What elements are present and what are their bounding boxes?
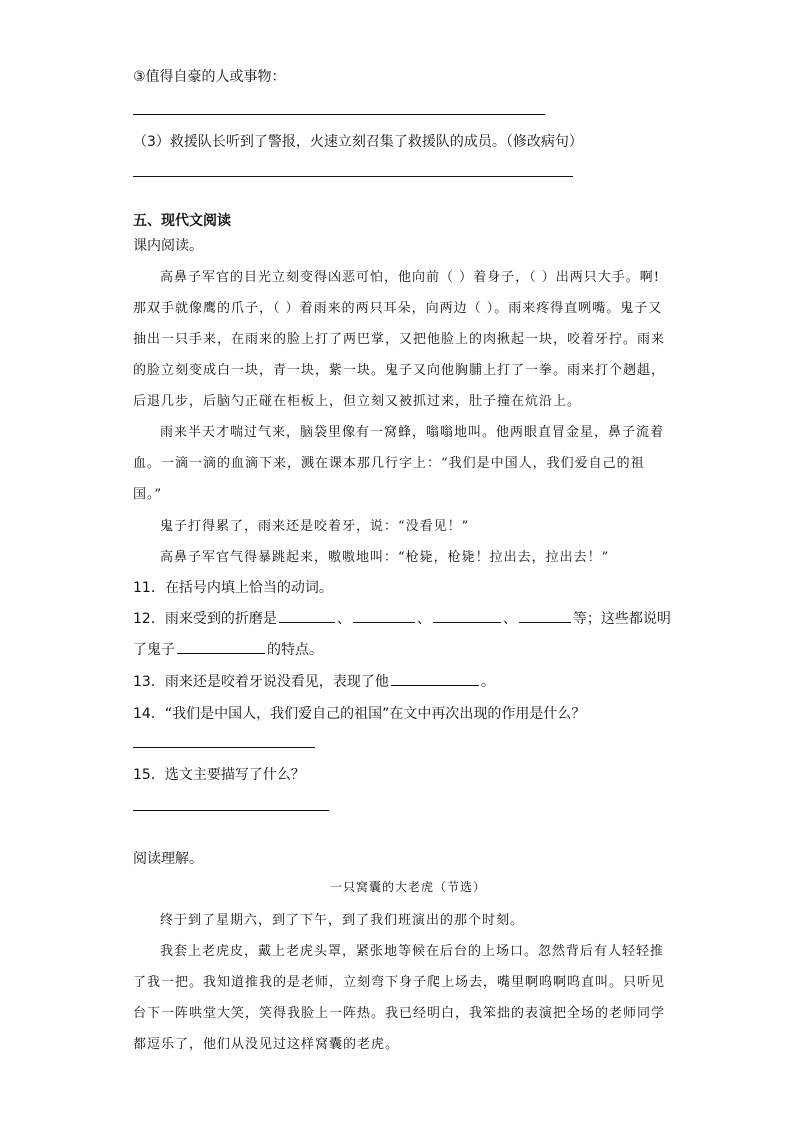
- answer-line-q3[interactable]: [133, 176, 573, 177]
- passage-line: 高鼻子军官的目光立刻变得凶恶可怕，他向前（ ）着身子，（ ）出两只大手。啊!: [160, 270, 660, 285]
- passage-line: 高鼻子军官气得暴跳起来，嗷嗷地叫：“枪毙，枪毙！拉出去，拉出去！”: [160, 550, 610, 565]
- answer-blank[interactable]: [279, 610, 335, 623]
- answer-line-item3[interactable]: [133, 114, 545, 115]
- q3-text: （3）救援队长听到了警报，火速立刻召集了救援队的成员。（修改病句）: [133, 134, 583, 150]
- passage-line: 那双手就像鹰的爪子，（ ）着雨来的两只耳朵，向两边（ ）。雨来疼得直咧嘴。鬼子又: [133, 301, 663, 316]
- reading-line: 终于到了星期六，到了下午，到了我们班演出的那个时刻。: [160, 913, 525, 928]
- passage-line: 的脸立刻变成白一块，青一块，紫一块。鬼子又向他胸脯上打了一拳。雨来打个趔趄，: [133, 363, 666, 378]
- question-11: 11．在括号内填上恰当的动词。: [133, 580, 333, 596]
- passage-line: 鬼子打得累了，雨来还是咬着牙，说：“没看见！”: [160, 519, 470, 534]
- reading-line: 我套上老虎皮，戴上老虎头罩，紧张地等候在后台的上场口。忽然背后有人轻轻推: [160, 944, 665, 959]
- question-12-cont: [133, 639, 323, 659]
- question-13: [133, 671, 495, 691]
- answer-blank[interactable]: [391, 673, 479, 686]
- answer-blank[interactable]: [177, 641, 265, 654]
- answer-blank[interactable]: [353, 610, 415, 623]
- passage-line: 抽出一只手来，在雨来的脸上打了两巴掌，又把他脸上的肉揪起一块，咬着牙拧。雨来: [133, 332, 666, 347]
- question-14: 14．“我们是中国人，我们爱自己的祖国”在文中再次出现的作用是什么？: [133, 706, 586, 722]
- reading-title: 一只窝囊的大老虎（节选）: [330, 880, 487, 894]
- separator: 、: [416, 611, 431, 627]
- reading-line: 都逗乐了，他们从没见过这样窝囊的老虎。: [133, 1037, 400, 1052]
- q13-text: 。: [480, 674, 495, 690]
- passage-line: 后退几步，后脑勺正碰在柜板上，但立刻又被抓过来，肚子撞在炕沿上。: [133, 394, 582, 409]
- separator: 、: [502, 611, 517, 627]
- separator: 、: [336, 611, 351, 627]
- item3-label: ③值得自豪的人或事物：: [133, 69, 286, 85]
- passage-line: 国。”: [133, 487, 163, 502]
- q12-text: 12．雨来受到的折磨是: [133, 611, 277, 627]
- reading-label: 阅读理解。: [133, 851, 203, 867]
- passage-line: 雨来半天才喘过气来，脑袋里像有一窝蜂，嗡嗡地叫。他两眼直冒金星，鼻子流着: [160, 425, 665, 440]
- q12-text: 等；这些都说明: [572, 611, 671, 627]
- answer-blank[interactable]: [433, 610, 501, 623]
- q12-text: 了鬼子: [133, 642, 175, 658]
- question-12: [133, 608, 671, 628]
- question-15: 15．选文主要描写了什么？: [133, 767, 305, 783]
- answer-line-q14[interactable]: [133, 747, 315, 748]
- reading-line: 台下一阵哄堂大笑，笑得我脸上一阵热。我已经明白，我笨拙的表演把全场的老师同学: [133, 1006, 666, 1021]
- answer-line-q15[interactable]: [133, 810, 329, 811]
- q12-text: 的特点。: [267, 642, 323, 658]
- reading-line: 了我一把。我知道推我的是老师，立刻弯下身子爬上场去，嘴里啊呜啊呜直叫。只听见: [133, 975, 666, 990]
- answer-blank[interactable]: [519, 610, 571, 623]
- passage-line: 血。一滴一滴的血滴下来，溅在课本那几行字上：“我们是中国人，我们爱自己的祖: [133, 456, 645, 471]
- section5-title: 五、现代文阅读: [133, 213, 231, 229]
- section5-subtitle: 课内阅读。: [133, 238, 203, 254]
- q13-text: 13．雨来还是咬着牙说没看见，表现了他: [133, 674, 389, 690]
